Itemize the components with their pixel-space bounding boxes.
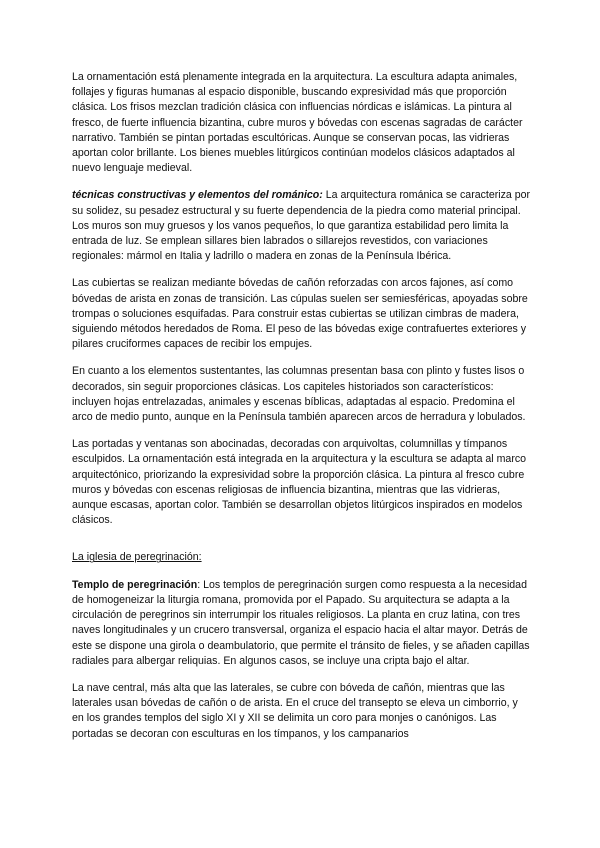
document-page [72, 70, 532, 754]
section-heading: La iglesia de peregrinación: [72, 551, 202, 564]
tecnicas-lead: técnicas constructivas y elementos del románico: [72, 189, 323, 202]
nave-paragraph: La nave central, más alta que las laterales, se cubre con bóveda de cañón, mientras que las laterales usan bóvedas de cañón o de arista. En el cruce del transepto se eleva un cimborrio, y en los grandes templos del siglo XI y XII se delimita un coro para monjes o canónigos. Las portadas se decoran con esculturas en los tímpanos, y los campanarios [72, 681, 518, 740]
portadas-paragraph: Las portadas y ventanas son abocinadas, decoradas con arquivoltas, columnillas y tímpanos esculpidos. La ornamentación está integrada en la arquitectura y la escultura se adapta al marco arquitectónico, priorizando la expresividad sobre la proporción clásica. La pintura al fresco cubre muros y bóvedas con escenas religiosas de influencia bizantina, mientras que las vidrieras, aunque escasas, aportan color. También se desarrollan objetos litúrgicos inspirados en modelos clásicos. [72, 438, 527, 527]
tecnicas-text: La arquitectura románica se caracteriza por su solidez, su pesadez estructural y su fuerte dependencia de la piedra como material principal. Los muros son muy gruesos y los vanos pequeños, lo que garantiza estabilidad pero limita la entrada de luz. Se emplean sillares bien labrados o sillarejos revestidos, con variaciones regionales: mármol en Italia y ladrillo o madera en zonas de la Península Ibérica. [72, 189, 531, 263]
tecnicas-paragraph [72, 188, 532, 264]
intro-paragraph: La ornamentación está plenamente integrada en la arquitectura. La escultura adapta animales, follajes y figuras humanas al espacio disponible, buscando expresividad más que proporción clásica. Los frisos mezclan tradición clásica con influencias nórdicas e islámicas. La pintura al fresco, de fuerte influencia bizantina, cubre muros y bóvedas con escenas sagradas de carácter narrativo. También se pintan portadas escultóricas. Aunque se conservan pocas, las vidrieras aportan color brillante. Los bienes muebles litúrgicos continúan modelos clásicos adaptados al nuevo lenguaje medieval. [72, 71, 523, 175]
templo-lead: Templo de peregrinación [72, 578, 198, 591]
templo-paragraph [72, 578, 532, 669]
templo-text: : Los templos de peregrinación surgen como respuesta a la necesidad de homogeneizar la liturgia romana, promovida por el Papado. Su arquitectura se adapta a la circulación de peregrinos sin interrumpir los rituales religiosos. La planta en cruz latina, con tres naves longitudinales y un crucero transversal, organiza el espacio hacia el altar mayor. Detrás de este se dispone una girola o deambulatorio, que permite el tránsito de fieles, y se añaden capillas radiales para albergar reliquias. En algunos casos, se incluye una cripta bajo el altar. [72, 578, 530, 667]
sustentantes-paragraph: En cuanto a los elementos sustentantes, las columnas presentan basa con plinto y fustes lisos o decorados, sin seguir proporciones clásicas. Los capiteles historiados son característicos: incluyen hojas entrelazadas, animales y escenas bíblicas, adaptadas al espacio. Predomina el arco de medio punto, aunque en la Península también aparecen arcos de herradura y lobulados. [72, 365, 526, 424]
cubiertas-paragraph: Las cubiertas se realizan mediante bóvedas de cañón reforzadas con arcos fajones, así como bóvedas de arista en zonas de transición. Las cúpulas suelen ser semiesféricas, apoyadas sobre trompas o soluciones esquifadas. Para construir estas cubiertas se utilizan cimbras de madera, siguiendo métodos heredados de Roma. El peso de las bóvedas exige contrafuertes exteriores y pilares cruciformes capaces de recibir los empujes. [72, 277, 528, 351]
